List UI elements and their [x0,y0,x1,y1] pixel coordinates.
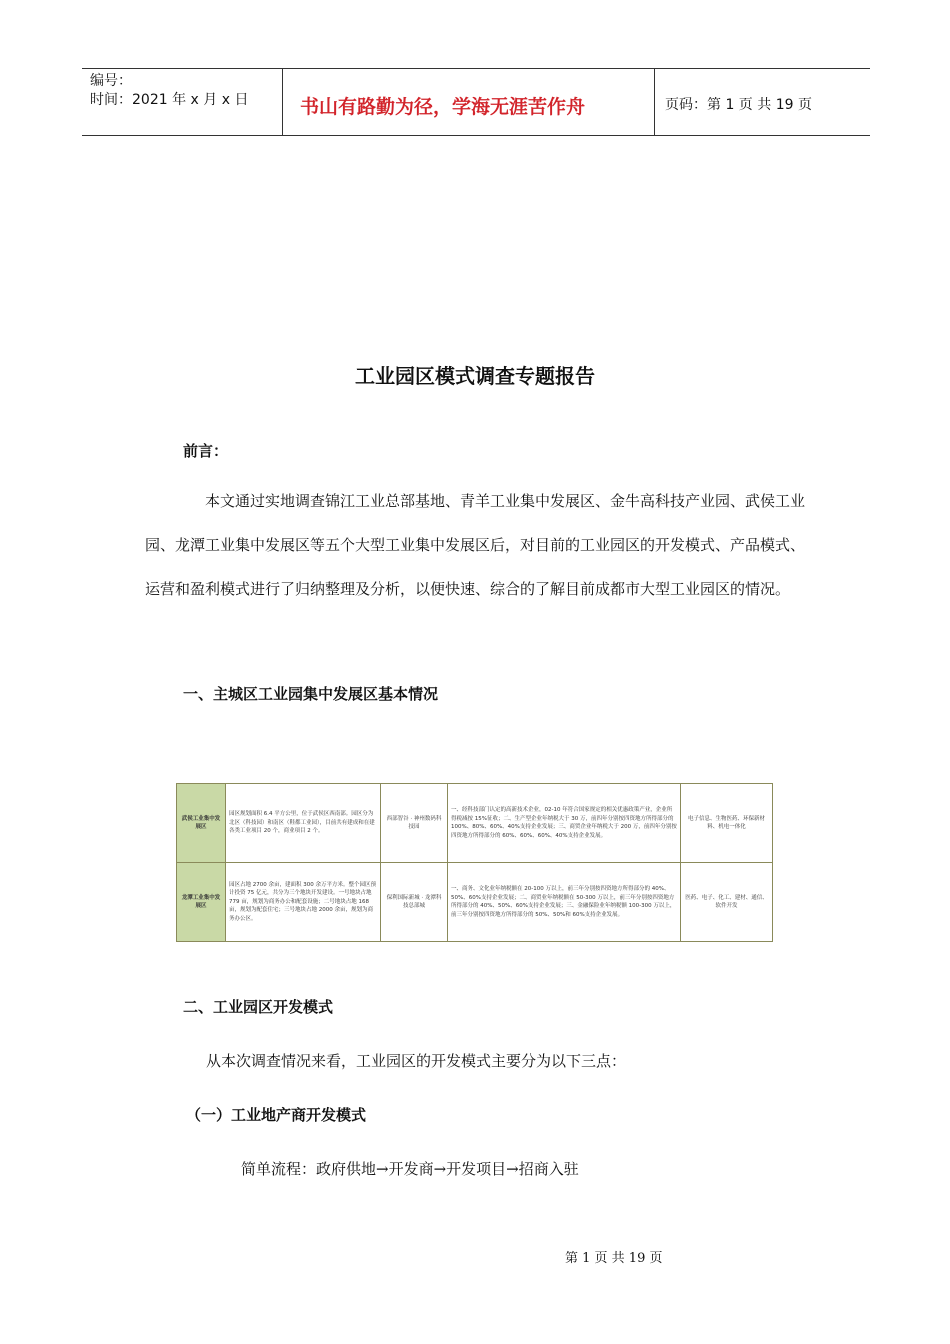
table-row [177,784,773,863]
header-divider-right [654,68,655,136]
table-cell-description: 园区规划面积 6.4 平方公里，位于武侯区西南部。园区分为北区（科技园）和南区（鞋都工业园），目前共有建成和在建各类工业项目 20 个，商业项目 2 个。 [226,784,381,863]
document-title: 工业园区模式调查专题报告 [355,364,595,388]
table-cell-parks: 保利国际新城 · 龙潭科技总部城 [381,863,448,942]
preface-paragraph [145,479,807,611]
footer-page-number: 第 1 页 共 19 页 [565,1251,663,1266]
development-zone-table [176,783,773,942]
header-number-label: 编号： [90,73,132,89]
preface-text: 本文通过实地调查锦江工业总部基地、青羊工业集中发展区、金牛高科技产业园、武侯工业园、龙潭工业集中发展区等五个大型工业集中发展区后，对目前的工业园区的开发模式、产品模式、运营和盈利模式进行了归纳整理及分析，以便快速、综合的了解目前成都市大型工业园区的情况。 [145,492,806,598]
table-cell-policy: 一、商务、文化业年纳税额在 20-100 万以上，前三年分别按四资地方所得部分的 40%、50%、60%支持企业发展；二、商贸业年纳税额在 50-300 万以上，前三年分别按四资地方所得部分的 40%、50%、60%支持企业发展；三、金融保险业年纳税额 100-300 万以上，前三年分别按四资地方所得部分的 50%、50%和 60%支持企业发展。 [448,863,681,942]
header-top-rule [82,68,870,69]
table-cell-description: 园区占地 2700 余亩，建面积 300 余万平方米。整个园区预计投资 75 亿元，共分为三个地块开发建设。一号地块占地 779 亩，规划为商务办公和配套设施；二号地块占地 168 亩，规划为配套住宅；三号地块占地 2000 余亩，规划为商务办公区。 [226,863,381,942]
header-page-info: 页码：第 1 页 共 19 页 [665,97,812,113]
preface-heading: 前言： [183,442,229,460]
table-cell-industries: 医药、电子、化工、建材、通信、软件开发 [681,863,773,942]
header-divider-left [282,68,283,136]
subsection1-heading: （一）工业地产商开发模式 [186,1106,367,1124]
header-bottom-rule [82,135,870,136]
table-cell-zone: 武侯工业集中发展区 [177,784,226,863]
table-cell-industries: 电子信息、生物医药、环保新材料、机电一体化 [681,784,773,863]
table-cell-policy: 一、经科技部门认定的高新技术企业，02-10 年符合国家规定的相关优惠政策产业，企业所得税减按 15%征收；二、生产型企业年纳税大于 30 万，前四年分别按四资地方所得部分的 100%、80%、60%、40%支持企业发展；三、商贸企业年纳税大于 200 万，前四年分别按四资地方所得部分的 60%、60%、60%、40%支持企业发展。 [448,784,681,863]
table-cell-parks: 西部智谷 · 神州数码科技园 [381,784,448,863]
table-row [177,863,773,942]
header-motto: 书山有路勤为径，学海无涯苦作舟 [300,96,586,118]
header-time-label: 时间：2021 年 x 月 x 日 [90,92,249,108]
subsection1-flow: 简单流程：政府供地→开发商→开发项目→招商入驻 [241,1160,579,1178]
section1-heading: 一、主城区工业园集中发展区基本情况 [183,685,439,703]
section2-intro: 从本次调查情况来看，工业园区的开发模式主要分为以下三点： [206,1052,627,1070]
section2-heading: 二、工业园区开发模式 [183,998,334,1016]
table-cell-zone: 龙潭工业集中发展区 [177,863,226,942]
